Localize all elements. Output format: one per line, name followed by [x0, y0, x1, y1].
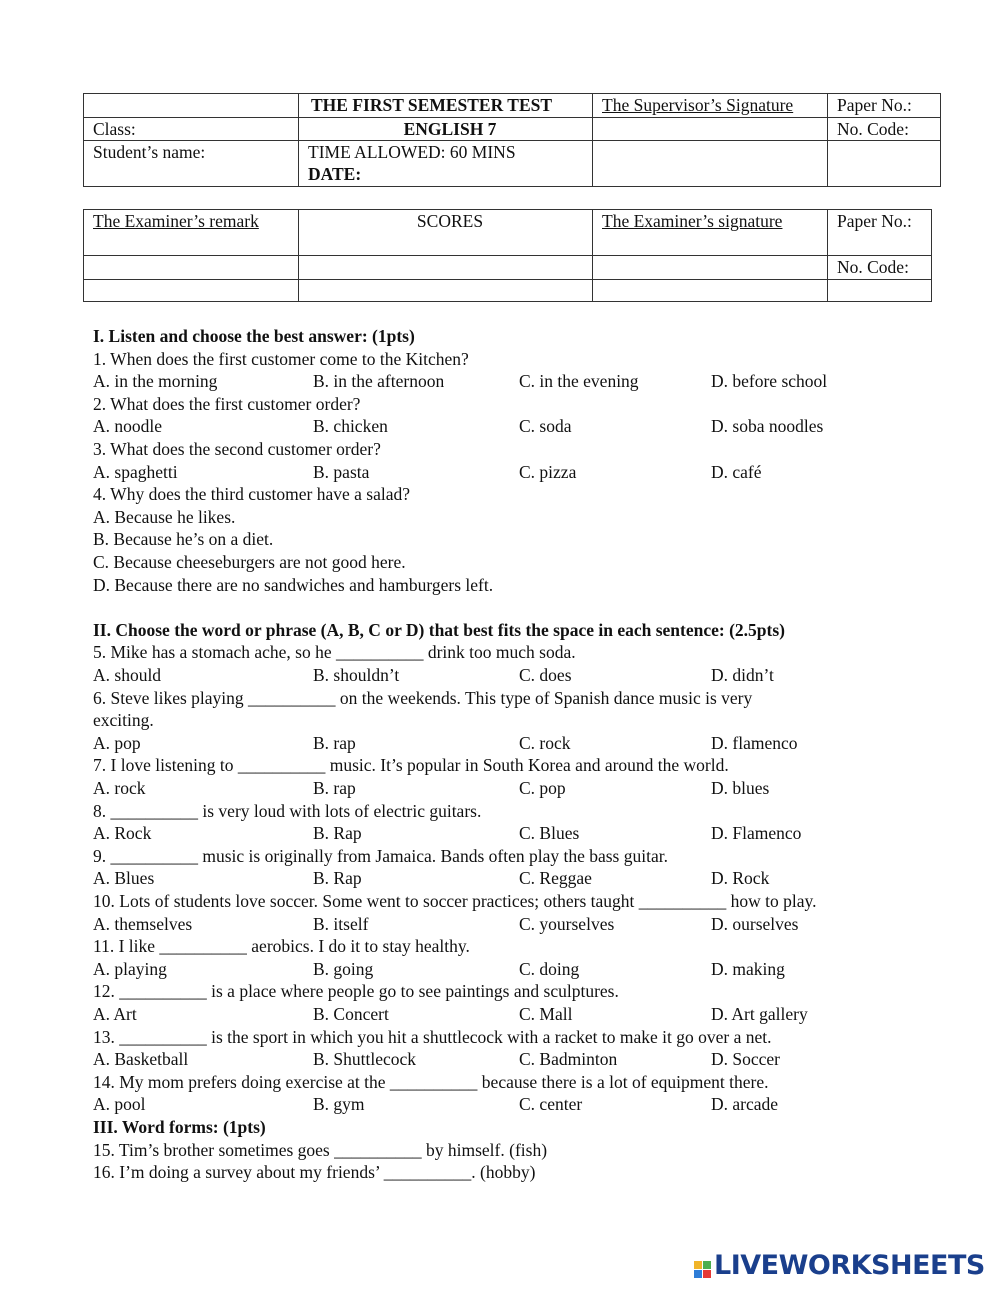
answer-option: D. flamenco — [711, 733, 798, 753]
answer-option: B. rap — [313, 733, 356, 753]
answer-option: C. pizza — [519, 462, 577, 482]
supervisor-signature-label: The Supervisor’s Signature — [593, 94, 828, 118]
test-title: THE FIRST SEMESTER TEST — [299, 94, 593, 118]
question-line: D. Because there are no sandwiches and hamburgers left. — [93, 575, 494, 595]
answer-option: A. should — [93, 665, 162, 685]
answer-option: A. noodle — [93, 416, 163, 436]
answer-option: C. does — [519, 665, 572, 685]
answer-option: B. itself — [313, 914, 369, 934]
answer-option: B. chicken — [313, 416, 388, 436]
answer-option: B. going — [313, 959, 374, 979]
answer-option: D. Rock — [711, 868, 770, 888]
answer-option: D. soba noodles — [711, 416, 824, 436]
section-heading: II. Choose the word or phrase (A, B, C or D) that best fits the space in each sentence: (2.5pts) — [93, 620, 786, 640]
supervisor-signature-box — [593, 118, 828, 141]
answer-option: A. playing — [93, 959, 167, 979]
logo-square-4 — [703, 1270, 711, 1278]
examiner-paper-no-label: Paper No.: — [828, 210, 932, 256]
no-code-space — [828, 141, 941, 187]
answer-option: B. Rap — [313, 868, 362, 888]
paper-no-label: Paper No.: — [828, 94, 941, 118]
examiner-signature-box — [593, 256, 828, 280]
answer-option: C. rock — [519, 733, 571, 753]
answer-option: A. in the morning — [93, 371, 218, 391]
time-date-cell — [299, 141, 593, 187]
question-line: 13. __________ is the sport in which you hit a shuttlecock with a racket to make it go over a net. — [93, 1027, 772, 1047]
answer-option: C. soda — [519, 416, 572, 436]
liveworksheets-logo — [694, 1250, 989, 1285]
answer-option: C. Blues — [519, 823, 580, 843]
answer-option: C. center — [519, 1094, 583, 1114]
answer-option: D. blues — [711, 778, 770, 798]
question-line: B. Because he’s on a diet. — [93, 529, 274, 549]
question-line: A. Because he likes. — [93, 507, 236, 527]
scores-label: SCORES — [299, 210, 593, 256]
question-line: 9. __________ music is originally from Jamaica. Bands often play the bass guitar. — [93, 846, 668, 866]
question-line: 10. Lots of students love soccer. Some went to soccer practices; others taught __________ how to play. — [93, 891, 817, 911]
student-name-label: Student’s name: — [84, 141, 299, 187]
answer-option: A. pop — [93, 733, 141, 753]
question-line: 5. Mike has a stomach ache, so he __________ drink too much soda. — [93, 642, 576, 662]
examiner-no-code-space — [828, 280, 932, 302]
question-line: 6. Steve likes playing __________ on the weekends. This type of Spanish dance music is very — [93, 688, 753, 708]
answer-option: A. Rock — [93, 823, 152, 843]
examiner-signature-label: The Examiner’s signature — [593, 210, 828, 256]
answer-option: B. in the afternoon — [313, 371, 445, 391]
question-line: C. Because cheeseburgers are not good here. — [93, 552, 406, 572]
remark-box-2 — [84, 280, 299, 302]
answer-option: B. Shuttlecock — [313, 1049, 417, 1069]
answer-option: C. in the evening — [519, 371, 639, 391]
answer-option: D. ourselves — [711, 914, 799, 934]
date-label: DATE: — [308, 164, 362, 184]
answer-option: B. Rap — [313, 823, 362, 843]
answer-option: D. didn’t — [711, 665, 774, 685]
answer-option: A. Basketball — [93, 1049, 189, 1069]
answer-option: C. yourselves — [519, 914, 615, 934]
answer-option: C. Badminton — [519, 1049, 618, 1069]
no-code-label: No. Code: — [828, 118, 941, 141]
question-line: 11. I like __________ aerobics. I do it to stay healthy. — [93, 936, 470, 956]
question-line: 7. I love listening to __________ music. It’s popular in South Korea and around the world. — [93, 755, 729, 775]
subject-label: ENGLISH 7 — [299, 118, 593, 141]
question-line: 15. Tim’s brother sometimes goes __________ by himself. (fish) — [93, 1140, 548, 1160]
supervisor-signature-space — [593, 141, 828, 187]
time-allowed: TIME ALLOWED: 60 MINS — [308, 142, 516, 162]
answer-option: D. café — [711, 462, 762, 482]
answer-option: B. Concert — [313, 1004, 389, 1024]
answer-option: D. Art gallery — [711, 1004, 808, 1024]
answer-option: A. rock — [93, 778, 146, 798]
header-table — [83, 93, 941, 187]
answer-option: A. themselves — [93, 914, 193, 934]
answer-option: B. gym — [313, 1094, 365, 1114]
answer-option: C. Reggae — [519, 868, 592, 888]
question-line: 8. __________ is very loud with lots of electric guitars. — [93, 801, 482, 821]
scores-box — [299, 256, 593, 280]
examiner-signature-box-2 — [593, 280, 828, 302]
question-line: 14. My mom prefers doing exercise at the __________ because there is a lot of equipment there. — [93, 1072, 769, 1092]
question-line: 3. What does the second customer order? — [93, 439, 381, 459]
question-line: 4. Why does the third customer have a salad? — [93, 484, 411, 504]
answer-option: A. Art — [93, 1004, 137, 1024]
logo-square-2 — [703, 1261, 711, 1269]
examiner-remark-label: The Examiner’s remark — [84, 210, 299, 256]
section-heading: III. Word forms: (1pts) — [93, 1117, 266, 1137]
answer-option: D. Flamenco — [711, 823, 802, 843]
answer-option: B. shouldn’t — [313, 665, 400, 685]
answer-option: D. before school — [711, 371, 828, 391]
examiner-no-code-label: No. Code: — [828, 256, 932, 280]
question-line: 16. I’m doing a survey about my friends’ __________. (hobby) — [93, 1162, 536, 1182]
answer-option: C. doing — [519, 959, 580, 979]
question-line: 12. __________ is a place where people go to see paintings and sculptures. — [93, 981, 619, 1001]
header-blank-cell — [84, 94, 299, 118]
answer-option: B. pasta — [313, 462, 370, 482]
class-label: Class: — [84, 118, 299, 141]
answer-option: C. pop — [519, 778, 566, 798]
remark-box — [84, 256, 299, 280]
question-line: exciting. — [93, 710, 154, 730]
logo-square-3 — [694, 1270, 702, 1278]
question-line: 2. What does the first customer order? — [93, 394, 361, 414]
answer-option: D. arcade — [711, 1094, 779, 1114]
answer-option: A. pool — [93, 1094, 146, 1114]
answer-option: D. Soccer — [711, 1049, 781, 1069]
examiner-table — [83, 209, 932, 302]
scores-box-2 — [299, 280, 593, 302]
section-heading: I. Listen and choose the best answer: (1pts) — [93, 326, 415, 346]
answer-option: A. Blues — [93, 868, 155, 888]
answer-option: B. rap — [313, 778, 356, 798]
answer-option: C. Mall — [519, 1004, 573, 1024]
question-line: 1. When does the first customer come to the Kitchen? — [93, 349, 469, 369]
logo-text: LIVEWORKSHEETS — [714, 1250, 985, 1281]
answer-option: D. making — [711, 959, 785, 979]
logo-square-1 — [694, 1261, 702, 1269]
answer-option: A. spaghetti — [93, 462, 178, 482]
